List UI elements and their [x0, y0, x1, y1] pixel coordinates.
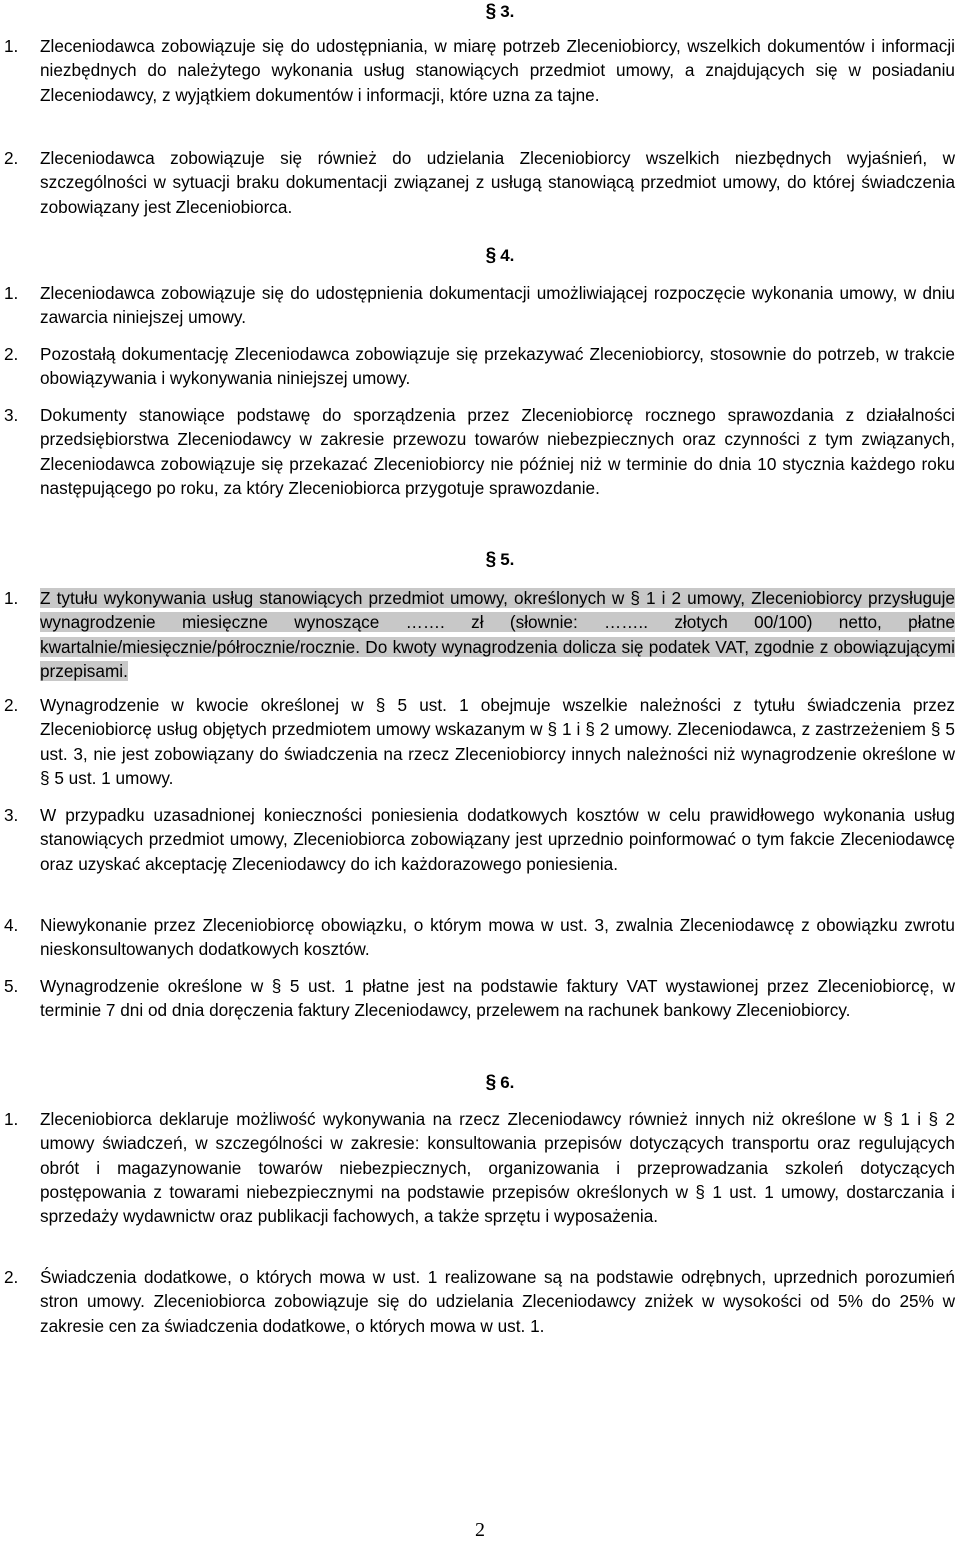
highlighted-paragraph-text: Z tytułu wykonywania usług stanowiących przedmiot umowy, określonych w § 1 i 2 umowy, Zleceniobiorcy przysługuje wynagrodzenie miesięczne wynoszące ……. zł (słownie: …….. złotych 00/100) netto, płatne kwartalnie/miesięcznie/półrocznie/rocznie. Do kwoty wynagrodzenia dolicza się podatek VAT, zgodnie z obowiązującymi przepisami.	[40, 588, 955, 681]
section-heading	[0, 2, 960, 22]
paragraph-number: 2.	[4, 148, 19, 168]
paragraph-6-1	[0, 1107, 960, 1228]
section-4	[0, 246, 960, 266]
section-6	[0, 1073, 960, 1093]
paragraph-number: 5.	[4, 976, 19, 996]
paragraph-3-2	[0, 146, 960, 219]
section-number: 5.	[500, 550, 515, 569]
paragraph-number: 2.	[4, 344, 19, 364]
paragraph-text: Zleceniobiorca deklaruje możliwość wykonywania na rzecz Zleceniodawcy również innych niż określone w § 1 i § 2 umowy świadczeń, w szczególności w zakresie: konsultowania przepisów dotyczących transportu oraz regulujących obrót i magazynowanie towarów niebezpiecznych, organizowania i przeprowadzania szkoleń dotyczących postępowania z towarami niebezpiecznymi na podstawie przepisów określonych w § 1 ust. 1 umowy, dostarczania i sprzedaży wydawnictw oraz publikacji fachowych, a także sprzętu i wyposażenia.	[40, 1109, 955, 1227]
paragraph-number: 1.	[4, 283, 19, 303]
paragraph-number: 1.	[4, 588, 19, 608]
paragraph-number: 2.	[4, 695, 19, 715]
paragraph-number: 1.	[4, 36, 19, 56]
paragraph-text: Pozostałą dokumentację Zleceniodawca zobowiązuje się przekazywać Zleceniobiorcy, stosownie do potrzeb, w trakcie obowiązywania i wykonywania niniejszej umowy.	[40, 344, 955, 389]
paragraph-5-4	[0, 913, 960, 962]
paragraph-text: Wynagrodzenie w kwocie określonej w § 5 ust. 1 obejmuje wszelkie należności z tytułu świadczenia przez Zleceniobiorcę usług objętych przedmiotem umowy wskazanym w § 1 i § 2 umowy. Zleceniodawca, z zastrzeżeniem § 5 ust. 3, nie jest zobowiązany do świadczenia na rzecz Zleceniobiorcy innych należności niż wynagrodzenie określone w § 5 ust. 1 umowy.	[40, 695, 955, 788]
paragraph-4-3	[0, 403, 960, 500]
paragraph-text: Świadczenia dodatkowe, o których mowa w ust. 1 realizowane są na podstawie odrębnych, uprzednich porozumień stron umowy. Zleceniobiorca zobowiązuje się do udzielania Zleceniodawcy zniżek w wysokości od 5% do 25% w zakresie cen za świadczenia dodatkowe, o których mowa w ust. 1.	[40, 1267, 955, 1336]
section-number: 6.	[500, 1073, 515, 1092]
section-number: 3.	[500, 2, 515, 21]
paragraph-text: Niewykonanie przez Zleceniobiorcę obowiązku, o którym mowa w ust. 3, zwalnia Zleceniodawcę z obowiązku zwrotu nieskonsultowanych dodatkowych kosztów.	[40, 915, 955, 960]
section-heading	[0, 1073, 960, 1093]
paragraph-6-2	[0, 1265, 960, 1338]
paragraph-5-5	[0, 974, 960, 1023]
paragraph-5-1	[0, 586, 960, 683]
section-symbol: §	[485, 549, 497, 570]
section-number: 4.	[500, 246, 515, 265]
paragraph-5-2	[0, 693, 960, 790]
paragraph-text: W przypadku uzasadnionej konieczności poniesienia dodatkowych kosztów w celu prawidłowego wykonania usług stanowiących przedmiot umowy, Zleceniobiorca zobowiązany jest uprzednio poinformować o tym fakcie Zleceniodawcę oraz uzyskać akceptację Zleceniodawcy do ich każdorazowego poniesienia.	[40, 805, 955, 874]
section-symbol: §	[485, 245, 497, 266]
paragraph-3-1	[0, 34, 960, 107]
paragraph-text: Wynagrodzenie określone w § 5 ust. 1 płatne jest na podstawie faktury VAT wystawionej przez Zleceniobiorcę, w terminie 7 dni od dnia doręczenia faktury Zleceniodawcy, przelewem na rachunek bankowy Zleceniobiorcy.	[40, 976, 955, 1021]
paragraph-4-2	[0, 342, 960, 391]
paragraph-5-3	[0, 803, 960, 876]
paragraph-number: 1.	[4, 1109, 19, 1129]
section-5	[0, 550, 960, 570]
paragraph-text: Zleceniodawca zobowiązuje się do udostępniania, w miarę potrzeb Zleceniobiorcy, wszelkich dokumentów i informacji niezbędnych do należytego wykonania usług stanowiących przedmiot umowy, a znajdujących się w posiadaniu Zleceniodawcy, z wyjątkiem dokumentów i informacji, które uzna za tajne.	[40, 36, 955, 105]
page-number: 2	[475, 1519, 485, 1541]
section-symbol: §	[485, 1072, 497, 1093]
paragraph-number: 2.	[4, 1267, 19, 1287]
paragraph-number: 4.	[4, 915, 19, 935]
section-symbol: §	[485, 1, 497, 22]
section-heading	[0, 246, 960, 266]
section-heading	[0, 550, 960, 570]
paragraph-text: Dokumenty stanowiące podstawę do sporządzenia przez Zleceniobiorcę rocznego sprawozdania z działalności przedsiębiorstwa Zleceniodawcy w zakresie przewozu towarów niebezpiecznych oraz czynności z tym związanych, Zleceniodawca zobowiązuje się przekazać Zleceniobiorcy nie później niż w terminie do dnia 10 stycznia każdego roku następującego po roku, za który Zleceniobiorca przygotuje sprawozdanie.	[40, 405, 955, 498]
paragraph-number: 3.	[4, 805, 19, 825]
paragraph-4-1	[0, 281, 960, 330]
paragraph-text: Zleceniodawca zobowiązuje się również do udzielania Zleceniobiorcy wszelkich niezbędnych wyjaśnień, w szczególności w sytuacji braku dokumentacji związanej z usługą stanowiącą przedmiot umowy, do której świadczenia zobowiązany jest Zleceniobiorca.	[40, 148, 955, 217]
paragraph-number: 3.	[4, 405, 19, 425]
paragraph-text: Zleceniodawca zobowiązuje się do udostępnienia dokumentacji umożliwiającej rozpoczęcie wykonania umowy, w dniu zawarcia niniejszej umowy.	[40, 283, 955, 328]
section-3	[0, 2, 960, 22]
